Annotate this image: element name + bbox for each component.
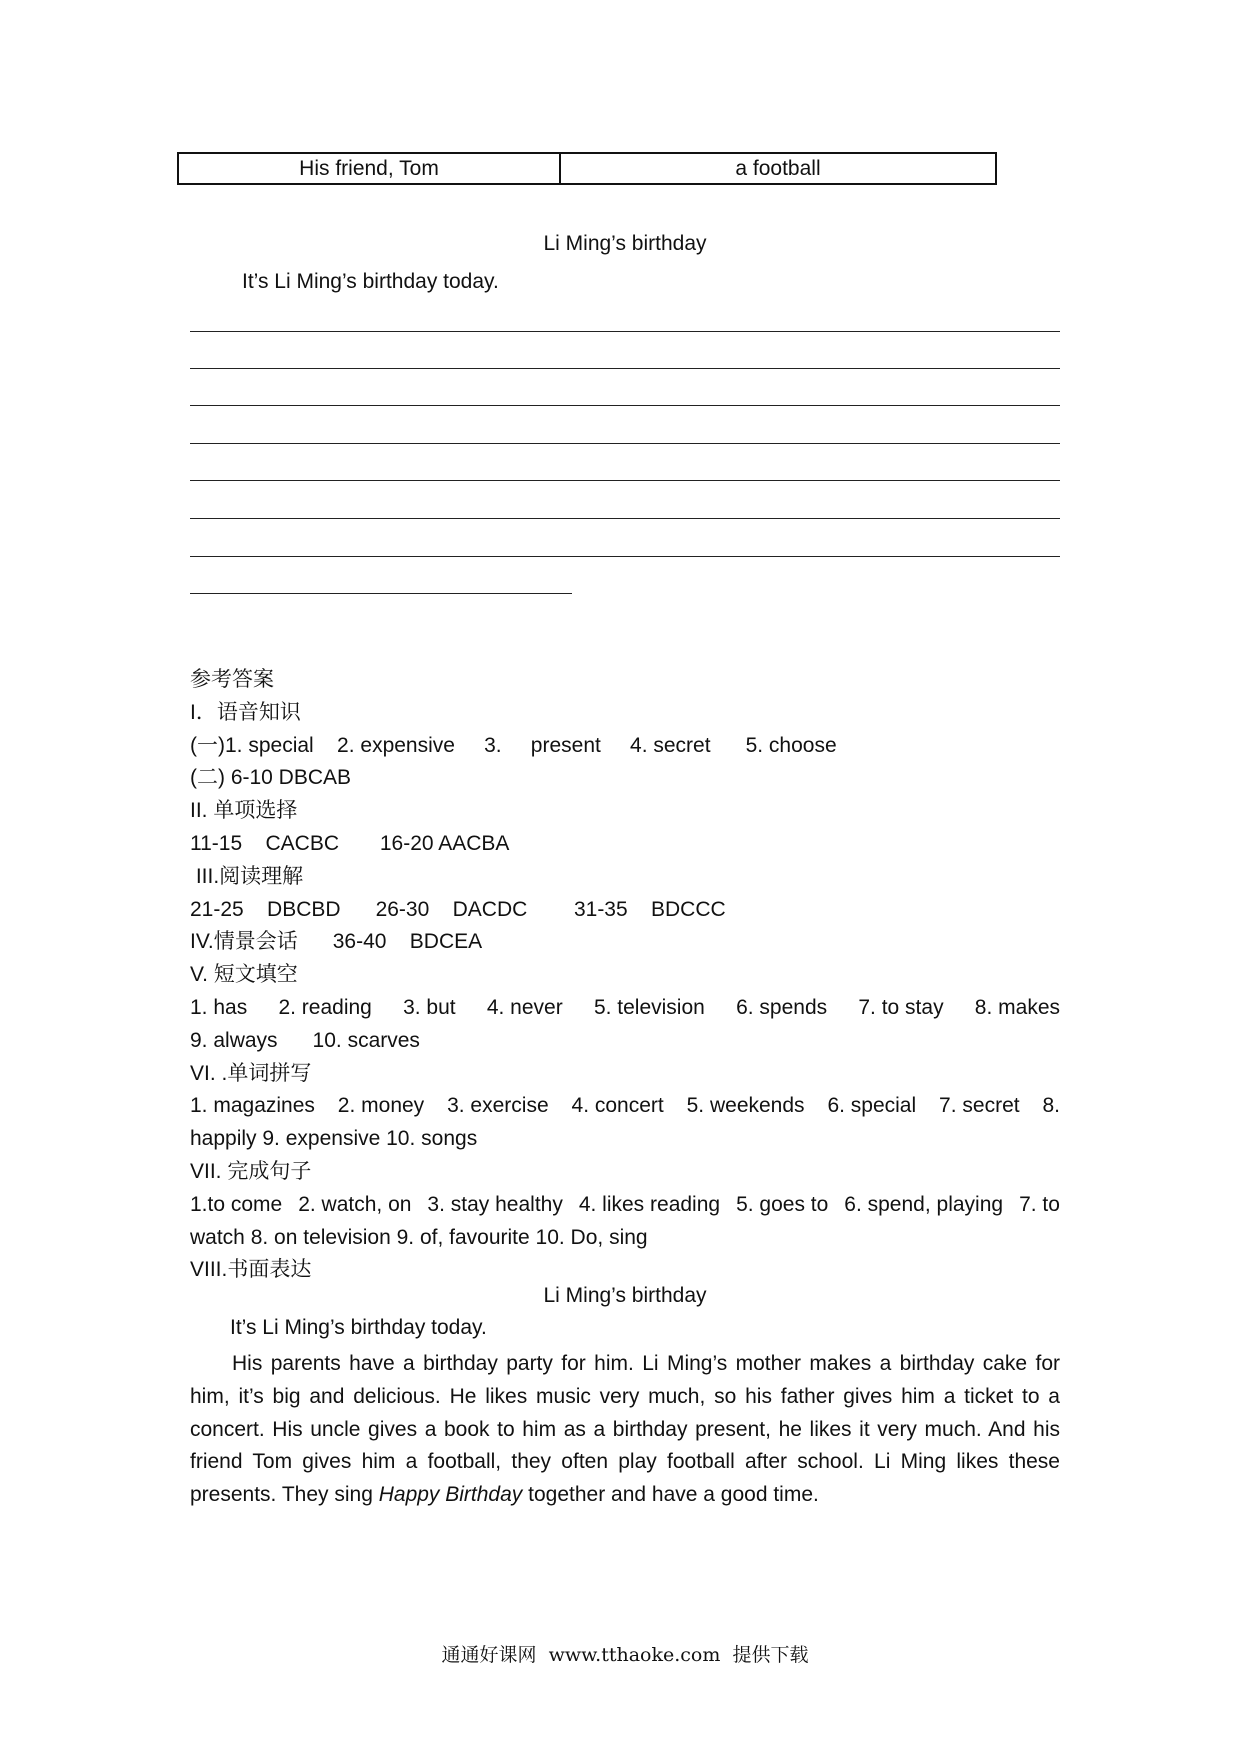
- answer-item: 5. television: [593, 995, 705, 1019]
- section-1-title: I．语音知识: [190, 700, 301, 724]
- answer-item: 5. goes to: [736, 1192, 829, 1216]
- section-1-part2: (二) 6-10 DBCAB: [190, 766, 352, 790]
- essay-body: [190, 1348, 1060, 1512]
- section-5-title: V. 短文填空: [190, 963, 298, 987]
- present-table-row: [177, 152, 997, 185]
- answer-key: [190, 664, 1060, 1287]
- writing-line-last: [190, 593, 572, 594]
- essay-title: Li Ming’s birthday: [543, 1284, 707, 1307]
- writing-line: [190, 518, 1060, 519]
- writing-line: [190, 443, 1060, 444]
- essay-paragraph: [190, 1348, 1060, 1512]
- section-1-part1: (一)1. special 2. expensive 3. present 4. secret 5. choose: [190, 733, 837, 757]
- answer-item: 1. has: [190, 995, 248, 1019]
- writing-line: [190, 405, 1060, 406]
- answer-item: 3. exercise: [447, 1094, 549, 1118]
- answer-item: 6. special: [827, 1094, 917, 1118]
- answer-item: 8.: [1042, 1094, 1060, 1118]
- section-6-title: VI. .单词拼写: [190, 1061, 312, 1085]
- essay-opening: It’s Li Ming’s birthday today.: [230, 1316, 487, 1339]
- section-5-answers-row1: [190, 992, 1060, 1025]
- answer-item: 4. never: [486, 995, 563, 1019]
- answer-item: 6. spends: [736, 995, 828, 1019]
- answer-item: 6. spend, playing: [844, 1192, 1004, 1216]
- answer-item: 2. reading: [278, 995, 372, 1019]
- answer-item: 1.to come: [190, 1192, 283, 1216]
- writing-line: [190, 331, 1060, 332]
- section-6-answers-row2: happily 9. expensive 10. songs: [190, 1127, 478, 1151]
- section-7-answers-row1: [190, 1189, 1060, 1222]
- table-cell-person: His friend, Tom: [179, 154, 561, 183]
- essay-text-end: together and have a good time.: [522, 1483, 819, 1507]
- writing-line: [190, 480, 1060, 481]
- answer-item: 3. but: [403, 995, 456, 1019]
- section-4-line: IV.情景会话 36-40 BDCEA: [190, 930, 483, 954]
- section-3-title: III.阅读理解: [190, 864, 304, 888]
- section-6-answers-row1: [190, 1090, 1060, 1123]
- answer-item: 1. magazines: [190, 1094, 315, 1118]
- section-7-title: VII. 完成句子: [190, 1159, 312, 1183]
- song-title: Happy Birthday: [378, 1483, 523, 1507]
- answer-item: 8. makes: [974, 995, 1060, 1019]
- answers-heading: 参考答案: [190, 668, 274, 691]
- answer-item: 7. secret: [939, 1094, 1020, 1118]
- answer-item: 4. likes reading: [578, 1192, 721, 1216]
- answer-item: 3. stay healthy: [427, 1192, 563, 1216]
- section-5-answers-row2: 9. always 10. scarves: [190, 1028, 420, 1052]
- answer-item: 2. watch, on: [298, 1192, 412, 1216]
- section-2-answers: 11-15 CACBC 16-20 AACBA: [190, 831, 510, 855]
- table-cell-present: a football: [735, 156, 821, 180]
- footer-credit: 通通好课网 www.tthaoke.com 提供下载: [441, 1644, 809, 1666]
- section-3-answers: 21-25 DBCBD 26-30 DACDC 31-35 BDCCC: [190, 897, 726, 921]
- writing-title: Li Ming’s birthday: [543, 232, 707, 255]
- section-8-title: VIII.书面表达: [190, 1258, 312, 1282]
- answer-item: 5. weekends: [686, 1094, 805, 1118]
- essay-text: His parents have a birthday party for him. Li Ming’s mother makes a birthday cake for him, it’s big and delicious. He likes music very much, so his father gives him a ticket to a concert. His uncle gives a book to him as a birthday present, he likes it very much. And his friend Tom gives him a football, they often play football after school. Li Ming likes these presents. They sing: [190, 1352, 1060, 1507]
- answer-item: 2. money: [337, 1094, 425, 1118]
- answer-item: 7. to stay: [858, 995, 944, 1019]
- writing-line: [190, 556, 1060, 557]
- answer-item: 4. concert: [571, 1094, 664, 1118]
- writing-opening: It’s Li Ming’s birthday today.: [242, 270, 499, 293]
- section-7-answers-row2: watch 8. on television 9. of, favourite 10. Do, sing: [190, 1225, 648, 1249]
- section-2-title: II. 单项选择: [190, 799, 298, 823]
- writing-line: [190, 368, 1060, 369]
- answer-item: 7. to: [1019, 1192, 1060, 1216]
